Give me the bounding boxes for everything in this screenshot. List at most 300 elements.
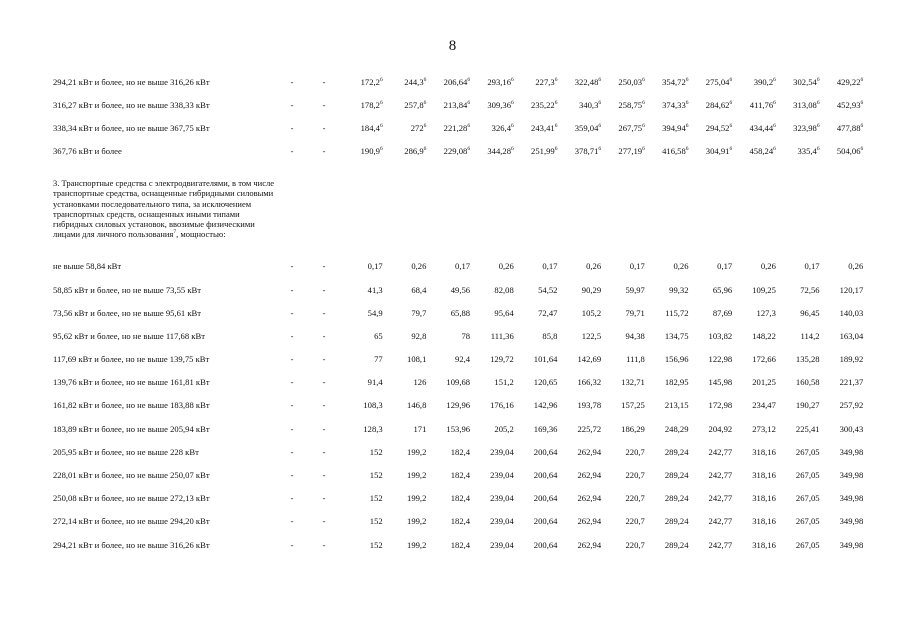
value-number: 286,9	[404, 146, 424, 157]
row-label: 161,82 кВт и более, но не выше 183,88 кВт	[53, 400, 210, 411]
value-footnote: 6	[554, 123, 558, 130]
value-cell: 257,92	[839, 400, 864, 411]
value-cell	[471, 93, 515, 116]
row-label: 316,27 кВт и более, но не выше 338,33 кВт	[53, 99, 210, 110]
dash-cell: -	[290, 284, 294, 295]
value-footnote: 6	[511, 99, 514, 106]
value-cell: 221,37	[839, 377, 864, 388]
value-cell: 225,41	[795, 423, 820, 434]
value-cell: 186,29	[621, 423, 645, 434]
value-footnote: 6	[642, 99, 645, 106]
value-footnote: 6	[773, 76, 776, 83]
value-cell: 200,64	[533, 539, 558, 550]
value-cell: 349,98	[839, 516, 864, 527]
value-cell: 65	[374, 330, 383, 341]
value-cell: 220,7	[625, 539, 645, 550]
value-cell: 128,3	[363, 423, 383, 434]
value-cell: 242,77	[708, 539, 733, 550]
value-footnote: 6	[642, 76, 645, 83]
value-cell	[602, 140, 646, 163]
value-number: 335,4	[797, 146, 817, 157]
value-number: 258,75	[618, 99, 643, 110]
value-cell: 289,24	[664, 470, 689, 481]
dash-cell: -	[290, 423, 294, 434]
value-number: 284,62	[705, 99, 730, 110]
value-cell: 0,17	[629, 261, 645, 272]
value-cell	[821, 140, 865, 163]
value-cell: 77	[374, 354, 383, 365]
value-cell: 176,16	[490, 400, 514, 411]
value-cell	[515, 70, 559, 93]
table-row	[53, 510, 864, 533]
value-cell: 96,45	[800, 307, 820, 318]
value-number: 275,04	[705, 76, 730, 87]
table-section-top	[53, 70, 864, 163]
value-cell: 225,72	[577, 423, 602, 434]
value-cell: 318,16	[752, 539, 776, 550]
value-number: 434,44	[749, 122, 774, 133]
value-number: 172,2	[360, 76, 380, 87]
value-cell: 92,8	[411, 330, 427, 341]
value-cell: 151,2	[494, 377, 514, 388]
value-cell: 142,96	[533, 400, 558, 411]
value-cell: 94,38	[625, 330, 645, 341]
table-section-bottom	[53, 255, 864, 556]
value-cell: 91,4	[367, 377, 383, 388]
value-footnote: 6	[467, 99, 471, 106]
value-cell: 152	[369, 539, 383, 550]
value-number: 326,4	[491, 122, 511, 133]
value-number: 322,48	[574, 76, 599, 87]
dash-cell: -	[290, 354, 294, 365]
value-footnote: 6	[816, 146, 820, 153]
value-cell: 59,97	[625, 284, 645, 295]
row-label: 183,89 кВт и более, но не выше 205,94 кВт	[53, 423, 210, 434]
value-cell: 148,22	[752, 330, 776, 341]
value-number: 340,3	[579, 99, 599, 110]
value-footnote: 6	[685, 76, 689, 83]
table-section-3-heading	[53, 163, 864, 255]
value-number: 221,28	[443, 122, 468, 133]
value-number: 178,2	[360, 99, 380, 110]
value-cell	[558, 70, 602, 93]
value-footnote: 6	[467, 146, 471, 153]
value-cell: 200,64	[533, 493, 558, 504]
value-cell: 349,98	[839, 539, 864, 550]
dash-cell: -	[322, 307, 326, 318]
dash-cell: -	[290, 330, 294, 341]
table-row	[53, 116, 864, 139]
value-cell	[646, 70, 690, 93]
value-cell	[340, 70, 384, 93]
row-label: 139,76 кВт и более, но не выше 161,81 кВт	[53, 377, 210, 388]
value-cell: 109,25	[752, 284, 776, 295]
value-cell	[777, 116, 821, 139]
dash-cell: -	[290, 470, 294, 481]
value-number: 213,84	[443, 99, 468, 110]
dash-cell: -	[322, 99, 326, 110]
value-cell	[384, 140, 428, 163]
value-cell	[515, 140, 559, 163]
value-cell: 127,3	[756, 307, 776, 318]
value-cell: 82,08	[494, 284, 514, 295]
value-cell: 262,94	[577, 516, 602, 527]
value-cell: 199,2	[407, 539, 427, 550]
table-row	[53, 278, 864, 301]
value-cell: 171	[413, 423, 427, 434]
value-cell: 111,8	[626, 354, 645, 365]
value-cell: 156,96	[664, 354, 689, 365]
value-cell: 267,05	[795, 493, 820, 504]
value-cell: 273,12	[752, 423, 776, 434]
value-number: 257,8	[404, 99, 424, 110]
value-cell: 289,24	[664, 539, 689, 550]
value-cell: 193,78	[577, 400, 602, 411]
value-number: 302,54	[793, 76, 817, 87]
value-cell: 318,16	[752, 516, 776, 527]
value-cell: 152	[369, 516, 383, 527]
value-cell: 182,4	[450, 516, 471, 527]
value-cell: 152	[369, 493, 383, 504]
value-cell	[384, 116, 428, 139]
value-cell: 166,32	[577, 377, 602, 388]
value-cell	[340, 140, 384, 163]
value-cell	[427, 93, 471, 116]
value-cell	[821, 93, 865, 116]
value-number: 429,22	[836, 76, 861, 87]
value-cell: 78	[461, 330, 471, 341]
value-cell: 239,04	[490, 493, 514, 504]
value-cell	[427, 70, 471, 93]
row-label: 294,21 кВт и более, но не выше 316,26 кВт	[53, 539, 210, 550]
value-number: 294,52	[705, 122, 730, 133]
value-cell: 72,56	[800, 284, 820, 295]
value-cell: 90,29	[581, 284, 602, 295]
value-cell: 85,8	[542, 330, 558, 341]
value-footnote: 6	[685, 123, 689, 130]
value-cell: 129,72	[490, 354, 514, 365]
value-cell: 242,77	[708, 516, 733, 527]
value-cell: 182,95	[664, 377, 689, 388]
value-number: 394,94	[662, 122, 686, 133]
value-cell: 0,17	[367, 261, 383, 272]
row-label: 205,95 кВт и более, но не выше 228 кВт	[53, 446, 199, 457]
dash-cell: -	[290, 516, 294, 527]
value-cell: 200,64	[533, 516, 558, 527]
value-cell: 234,47	[752, 400, 776, 411]
value-cell: 220,7	[625, 446, 645, 457]
value-cell	[690, 93, 734, 116]
value-cell: 87,69	[712, 307, 733, 318]
value-footnote: 6	[860, 76, 864, 83]
value-cell: 103,82	[708, 330, 733, 341]
value-footnote: 6	[773, 146, 776, 153]
dash-cell: -	[290, 261, 294, 272]
value-cell: 349,98	[839, 493, 864, 504]
value-cell	[821, 70, 865, 93]
value-cell	[690, 116, 734, 139]
value-cell	[384, 70, 428, 93]
value-number: 243,41	[531, 122, 555, 133]
value-cell: 205,2	[494, 423, 514, 434]
value-cell	[602, 116, 646, 139]
value-cell	[515, 116, 559, 139]
value-cell: 289,24	[664, 493, 689, 504]
value-cell: 199,2	[407, 516, 427, 527]
value-cell	[733, 70, 777, 93]
value-number: 477,88	[836, 122, 861, 133]
dash-cell: -	[322, 423, 326, 434]
row-label: 58,85 кВт и более, но не выше 73,55 кВт	[53, 284, 201, 295]
value-cell: 239,04	[490, 539, 514, 550]
value-cell: 135,28	[795, 354, 820, 365]
value-cell: 152	[369, 446, 383, 457]
table-row	[53, 463, 864, 486]
value-footnote: 6	[379, 146, 383, 153]
value-cell: 99,32	[669, 284, 689, 295]
value-number: 390,2	[753, 76, 774, 87]
value-cell: 92,4	[455, 354, 471, 365]
value-number: 293,16	[487, 76, 511, 87]
section-3-footnote: 7	[173, 229, 177, 236]
value-footnote: 6	[685, 99, 689, 106]
value-cell: 120,65	[533, 377, 558, 388]
value-cell: 172,66	[752, 354, 776, 365]
value-cell	[690, 70, 734, 93]
value-number: 184,4	[360, 122, 380, 133]
value-cell: 72,47	[538, 307, 558, 318]
value-cell: 0,26	[760, 261, 776, 272]
dash-cell: -	[322, 261, 326, 272]
value-cell: 65,88	[450, 307, 471, 318]
table-row	[53, 255, 864, 278]
value-footnote: 6	[379, 99, 383, 106]
value-cell: 65,96	[712, 284, 733, 295]
value-cell	[646, 116, 690, 139]
dash-cell: -	[322, 330, 326, 341]
value-cell: 160,58	[795, 377, 820, 388]
value-cell	[515, 93, 559, 116]
value-cell: 242,77	[708, 446, 733, 457]
value-cell	[777, 70, 821, 93]
dash-cell: -	[322, 400, 326, 411]
value-cell	[733, 93, 777, 116]
value-cell	[471, 140, 515, 163]
value-cell: 239,04	[490, 446, 514, 457]
value-cell: 220,7	[625, 516, 645, 527]
value-footnote: 6	[729, 76, 733, 83]
value-cell	[733, 140, 777, 163]
row-label: 73,56 кВт и более, но не выше 95,61 кВт	[53, 307, 201, 318]
dash-cell: -	[322, 446, 326, 457]
value-footnote: 6	[642, 146, 645, 153]
value-cell: 267,05	[795, 446, 820, 457]
value-footnote: 6	[511, 123, 514, 130]
value-cell: 145,98	[708, 377, 733, 388]
value-cell: 172,98	[708, 400, 733, 411]
value-cell: 220,7	[625, 470, 645, 481]
dash-cell: -	[322, 76, 326, 87]
value-footnote: 6	[423, 146, 427, 153]
value-number: 244,3	[404, 76, 424, 87]
row-label: 294,21 кВт и более, но не выше 316,26 кВт	[53, 76, 210, 87]
value-cell: 54,52	[538, 284, 558, 295]
table-row	[53, 93, 864, 116]
value-cell: 146,8	[407, 400, 427, 411]
value-number: 504,06	[836, 146, 861, 157]
value-number: 374,33	[662, 99, 686, 110]
value-cell: 189,92	[839, 354, 864, 365]
value-number: 323,98	[793, 122, 817, 133]
value-cell: 182,4	[450, 493, 471, 504]
value-footnote: 6	[598, 123, 602, 130]
value-footnote: 6	[554, 146, 558, 153]
value-cell: 122,98	[708, 354, 733, 365]
value-number: 304,91	[705, 146, 730, 157]
value-cell: 68,4	[411, 284, 427, 295]
value-number: 411,76	[749, 99, 774, 110]
dash-cell: -	[290, 99, 294, 110]
value-footnote: 6	[467, 76, 471, 83]
value-cell	[690, 140, 734, 163]
value-cell: 79,71	[625, 307, 645, 318]
value-cell	[777, 93, 821, 116]
value-footnote: 6	[729, 99, 733, 106]
dash-cell: -	[290, 146, 294, 157]
value-cell: 54,9	[367, 307, 383, 318]
dash-cell: -	[322, 354, 326, 365]
value-footnote: 6	[423, 123, 427, 130]
value-cell: 114,2	[800, 330, 820, 341]
value-cell: 242,77	[708, 470, 733, 481]
value-cell: 349,98	[839, 446, 864, 457]
value-cell: 115,72	[665, 307, 689, 318]
value-cell: 0,26	[586, 261, 602, 272]
value-cell: 242,77	[708, 493, 733, 504]
value-number: 235,22	[531, 99, 555, 110]
value-cell: 153,96	[446, 423, 471, 434]
table-row	[53, 301, 864, 324]
value-cell: 0,17	[804, 261, 820, 272]
value-number: 277,19	[618, 146, 643, 157]
value-cell: 108,3	[363, 400, 383, 411]
value-cell: 0,26	[498, 261, 514, 272]
value-cell: 109,68	[446, 377, 471, 388]
table-row	[53, 140, 864, 163]
table-row	[53, 70, 864, 93]
table-row	[53, 487, 864, 510]
value-number: 458,24	[749, 146, 774, 157]
value-cell	[558, 116, 602, 139]
value-cell: 163,04	[839, 330, 864, 341]
value-cell: 120,17	[839, 284, 864, 295]
value-footnote: 6	[598, 76, 602, 83]
value-cell: 157,25	[621, 400, 645, 411]
value-number: 250,03	[618, 76, 643, 87]
value-cell: 101,64	[533, 354, 558, 365]
dash-cell: -	[322, 516, 326, 527]
value-number: 206,64	[443, 76, 468, 87]
value-cell: 0,17	[542, 261, 558, 272]
value-cell: 182,4	[450, 446, 471, 457]
section-3-heading	[53, 163, 276, 255]
value-cell	[733, 116, 777, 139]
section-3-text: 3. Транспортные средства с электродвигателями, в том числе транспортные средства, оснащенные гибридными силовыми установками последовательного типа, за исключением транспортных средств, оснащенных иными типами гибридных силовых установок, ввозимые физическими лицами для личного пользования	[53, 178, 274, 240]
dash-cell: -	[322, 470, 326, 481]
value-footnote: 6	[860, 146, 864, 153]
dash-cell: -	[290, 493, 294, 504]
value-cell: 169,36	[533, 423, 558, 434]
value-cell: 318,16	[752, 446, 776, 457]
table-row	[53, 440, 864, 463]
value-cell: 0,26	[673, 261, 689, 272]
value-cell: 200,64	[533, 470, 558, 481]
value-cell	[340, 93, 384, 116]
value-cell: 108,1	[407, 354, 427, 365]
value-cell: 262,94	[577, 470, 602, 481]
value-cell: 134,75	[664, 330, 689, 341]
value-cell: 213,15	[664, 400, 689, 411]
dash-cell: -	[322, 539, 326, 550]
value-cell: 0,26	[848, 261, 864, 272]
table-row	[53, 371, 864, 394]
dash-cell: -	[290, 76, 294, 87]
value-number: 452,93	[836, 99, 861, 110]
value-number: 309,36	[487, 99, 511, 110]
value-cell	[602, 70, 646, 93]
value-cell: 182,4	[450, 539, 471, 550]
value-cell: 349,98	[839, 470, 864, 481]
value-number: 227,3	[535, 76, 555, 87]
page-number: 8	[448, 38, 457, 54]
value-cell	[558, 93, 602, 116]
value-cell: 126	[413, 377, 427, 388]
value-footnote: 6	[773, 123, 776, 130]
value-cell: 0,26	[411, 261, 427, 272]
value-cell: 289,24	[664, 516, 689, 527]
value-cell: 122,5	[581, 330, 602, 341]
value-cell: 262,94	[577, 539, 602, 550]
value-number: 354,72	[662, 76, 686, 87]
value-cell	[427, 140, 471, 163]
value-footnote: 6	[860, 123, 864, 130]
value-footnote: 6	[423, 99, 427, 106]
value-number: 344,28	[487, 146, 511, 157]
value-footnote: 6	[773, 99, 776, 106]
value-footnote: 6	[379, 123, 383, 130]
value-cell: 267,05	[795, 539, 820, 550]
dash-cell: -	[322, 122, 326, 133]
value-cell: 267,05	[795, 470, 820, 481]
value-cell	[384, 93, 428, 116]
value-cell: 129,96	[446, 400, 471, 411]
value-cell: 199,2	[407, 446, 427, 457]
value-footnote: 6	[554, 76, 558, 83]
row-label: 367,76 кВт и более	[53, 146, 122, 157]
value-footnote: 6	[554, 99, 558, 106]
value-cell: 239,04	[490, 470, 514, 481]
dash-cell: -	[290, 377, 294, 388]
dash-cell: -	[290, 446, 294, 457]
value-cell	[471, 116, 515, 139]
value-footnote: 6	[379, 76, 383, 83]
value-cell: 190,27	[795, 400, 820, 411]
table-row	[53, 394, 864, 417]
value-cell: 318,16	[752, 470, 776, 481]
value-cell: 41,3	[367, 284, 383, 295]
value-number: 190,9	[360, 146, 380, 157]
value-cell: 140,03	[839, 307, 864, 318]
